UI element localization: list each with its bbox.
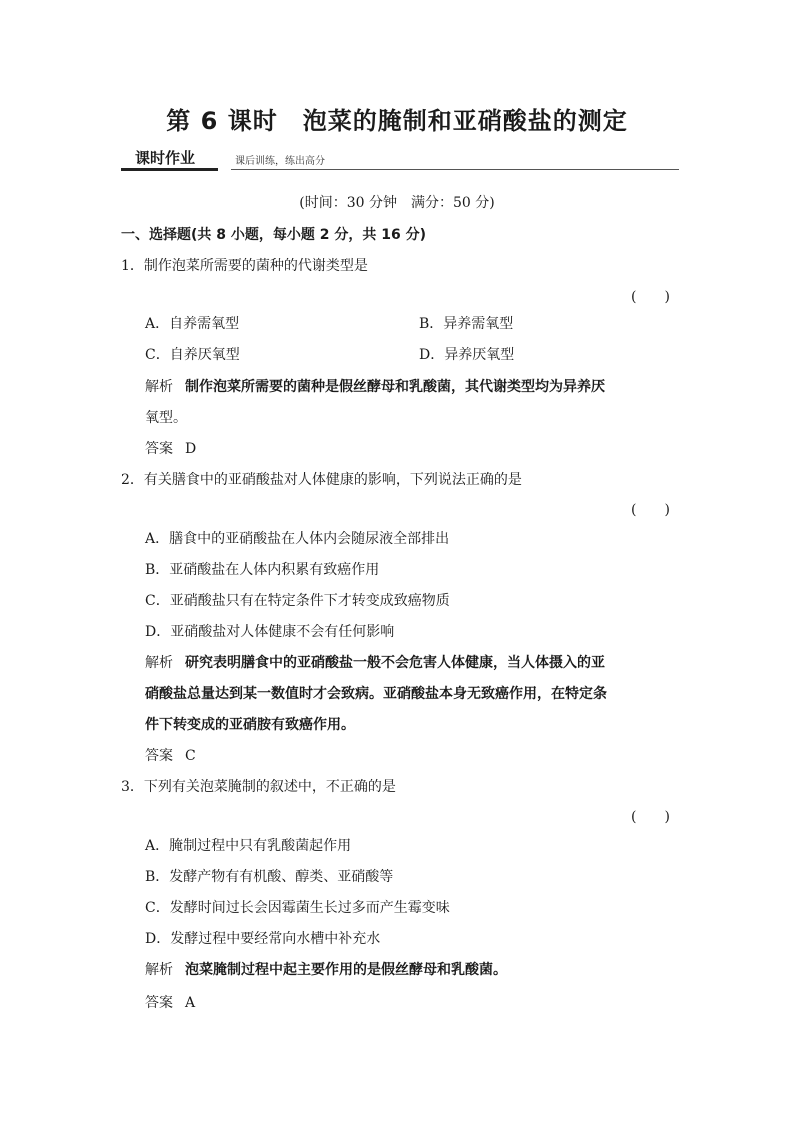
question-3-option-b: B．发酵产物有有机酸、醇类、亚硝酸等	[145, 869, 394, 885]
time-score-info: (时间：30 分钟 满分：50 分)	[299, 195, 495, 211]
answer-value: D	[185, 441, 197, 457]
question-3-option-c: C．发酵时间过长会因霉菌生长过多而产生霉变味	[145, 900, 450, 916]
question-3-option-d: D．发酵过程中要经常向水槽中补充水	[145, 931, 381, 947]
question-1-option-b: B．异养需氧型	[419, 316, 514, 332]
question-2-analysis	[145, 653, 605, 673]
banner-label: 课时作业	[135, 149, 196, 167]
banner-subtitle: 课后训练，练出高分	[235, 156, 325, 167]
question-1-option-d: D．异养厌氧型	[419, 347, 515, 363]
question-2-stem: 2．有关膳食中的亚硝酸盐对人体健康的影响，下列说法正确的是	[121, 472, 522, 488]
section-heading: 一、选择题(共 8 小题，每小题 2 分，共 16 分)	[121, 227, 427, 243]
question-1-analysis	[145, 377, 605, 397]
question-3-answer	[145, 993, 195, 1013]
analysis-text: 研究表明膳食中的亚硝酸盐一般不会危害人体健康，当人体摄入的亚	[185, 655, 605, 671]
page-title: 第 6 课时 泡菜的腌制和亚硝酸盐的测定	[166, 107, 628, 135]
question-3-option-a: A．腌制过程中只有乳酸菌起作用	[145, 838, 352, 854]
answer-value: C	[185, 748, 196, 764]
question-3-analysis	[145, 960, 507, 980]
answer-label: 答案	[145, 748, 173, 764]
question-3-answer-blank: ( )	[631, 809, 670, 825]
banner-rule-thin	[231, 169, 679, 170]
question-1-answer-blank: ( )	[631, 289, 670, 305]
question-2-option-c: C．亚硝酸盐只有在特定条件下才转变成致癌物质	[145, 593, 450, 609]
answer-value: A	[185, 995, 196, 1011]
analysis-text: 制作泡菜所需要的菌种是假丝酵母和乳酸菌，其代谢类型均为异养厌	[185, 379, 605, 395]
answer-label: 答案	[145, 995, 173, 1011]
question-2-answer-blank: ( )	[631, 502, 670, 518]
question-2-analysis-cont-2: 件下转变成的亚硝胺有致癌作用。	[145, 717, 355, 733]
question-1-option-c: C．自养厌氧型	[145, 347, 240, 363]
banner-rule-thick	[121, 168, 218, 171]
analysis-text: 泡菜腌制过程中起主要作用的是假丝酵母和乳酸菌。	[185, 962, 507, 978]
question-3-stem: 3．下列有关泡菜腌制的叙述中，不正确的是	[121, 779, 396, 795]
analysis-label: 解析	[145, 962, 173, 978]
analysis-label: 解析	[145, 655, 173, 671]
question-2-option-a: A．膳食中的亚硝酸盐在人体内会随尿液全部排出	[145, 531, 450, 547]
question-2-analysis-cont-1: 硝酸盐总量达到某一数值时才会致病。亚硝酸盐本身无致癌作用，在特定条	[145, 686, 607, 702]
answer-label: 答案	[145, 441, 173, 457]
question-2-answer	[145, 746, 196, 766]
question-2-option-b: B．亚硝酸盐在人体内积累有致癌作用	[145, 562, 380, 578]
question-1-analysis-cont: 氧型。	[145, 410, 187, 426]
homework-banner	[121, 147, 679, 171]
question-1-answer	[145, 439, 196, 459]
question-2-option-d: D．亚硝酸盐对人体健康不会有任何影响	[145, 624, 395, 640]
question-1-stem: 1．制作泡菜所需要的菌种的代谢类型是	[121, 258, 368, 274]
analysis-label: 解析	[145, 379, 173, 395]
question-1-option-a: A．自养需氧型	[145, 316, 240, 332]
